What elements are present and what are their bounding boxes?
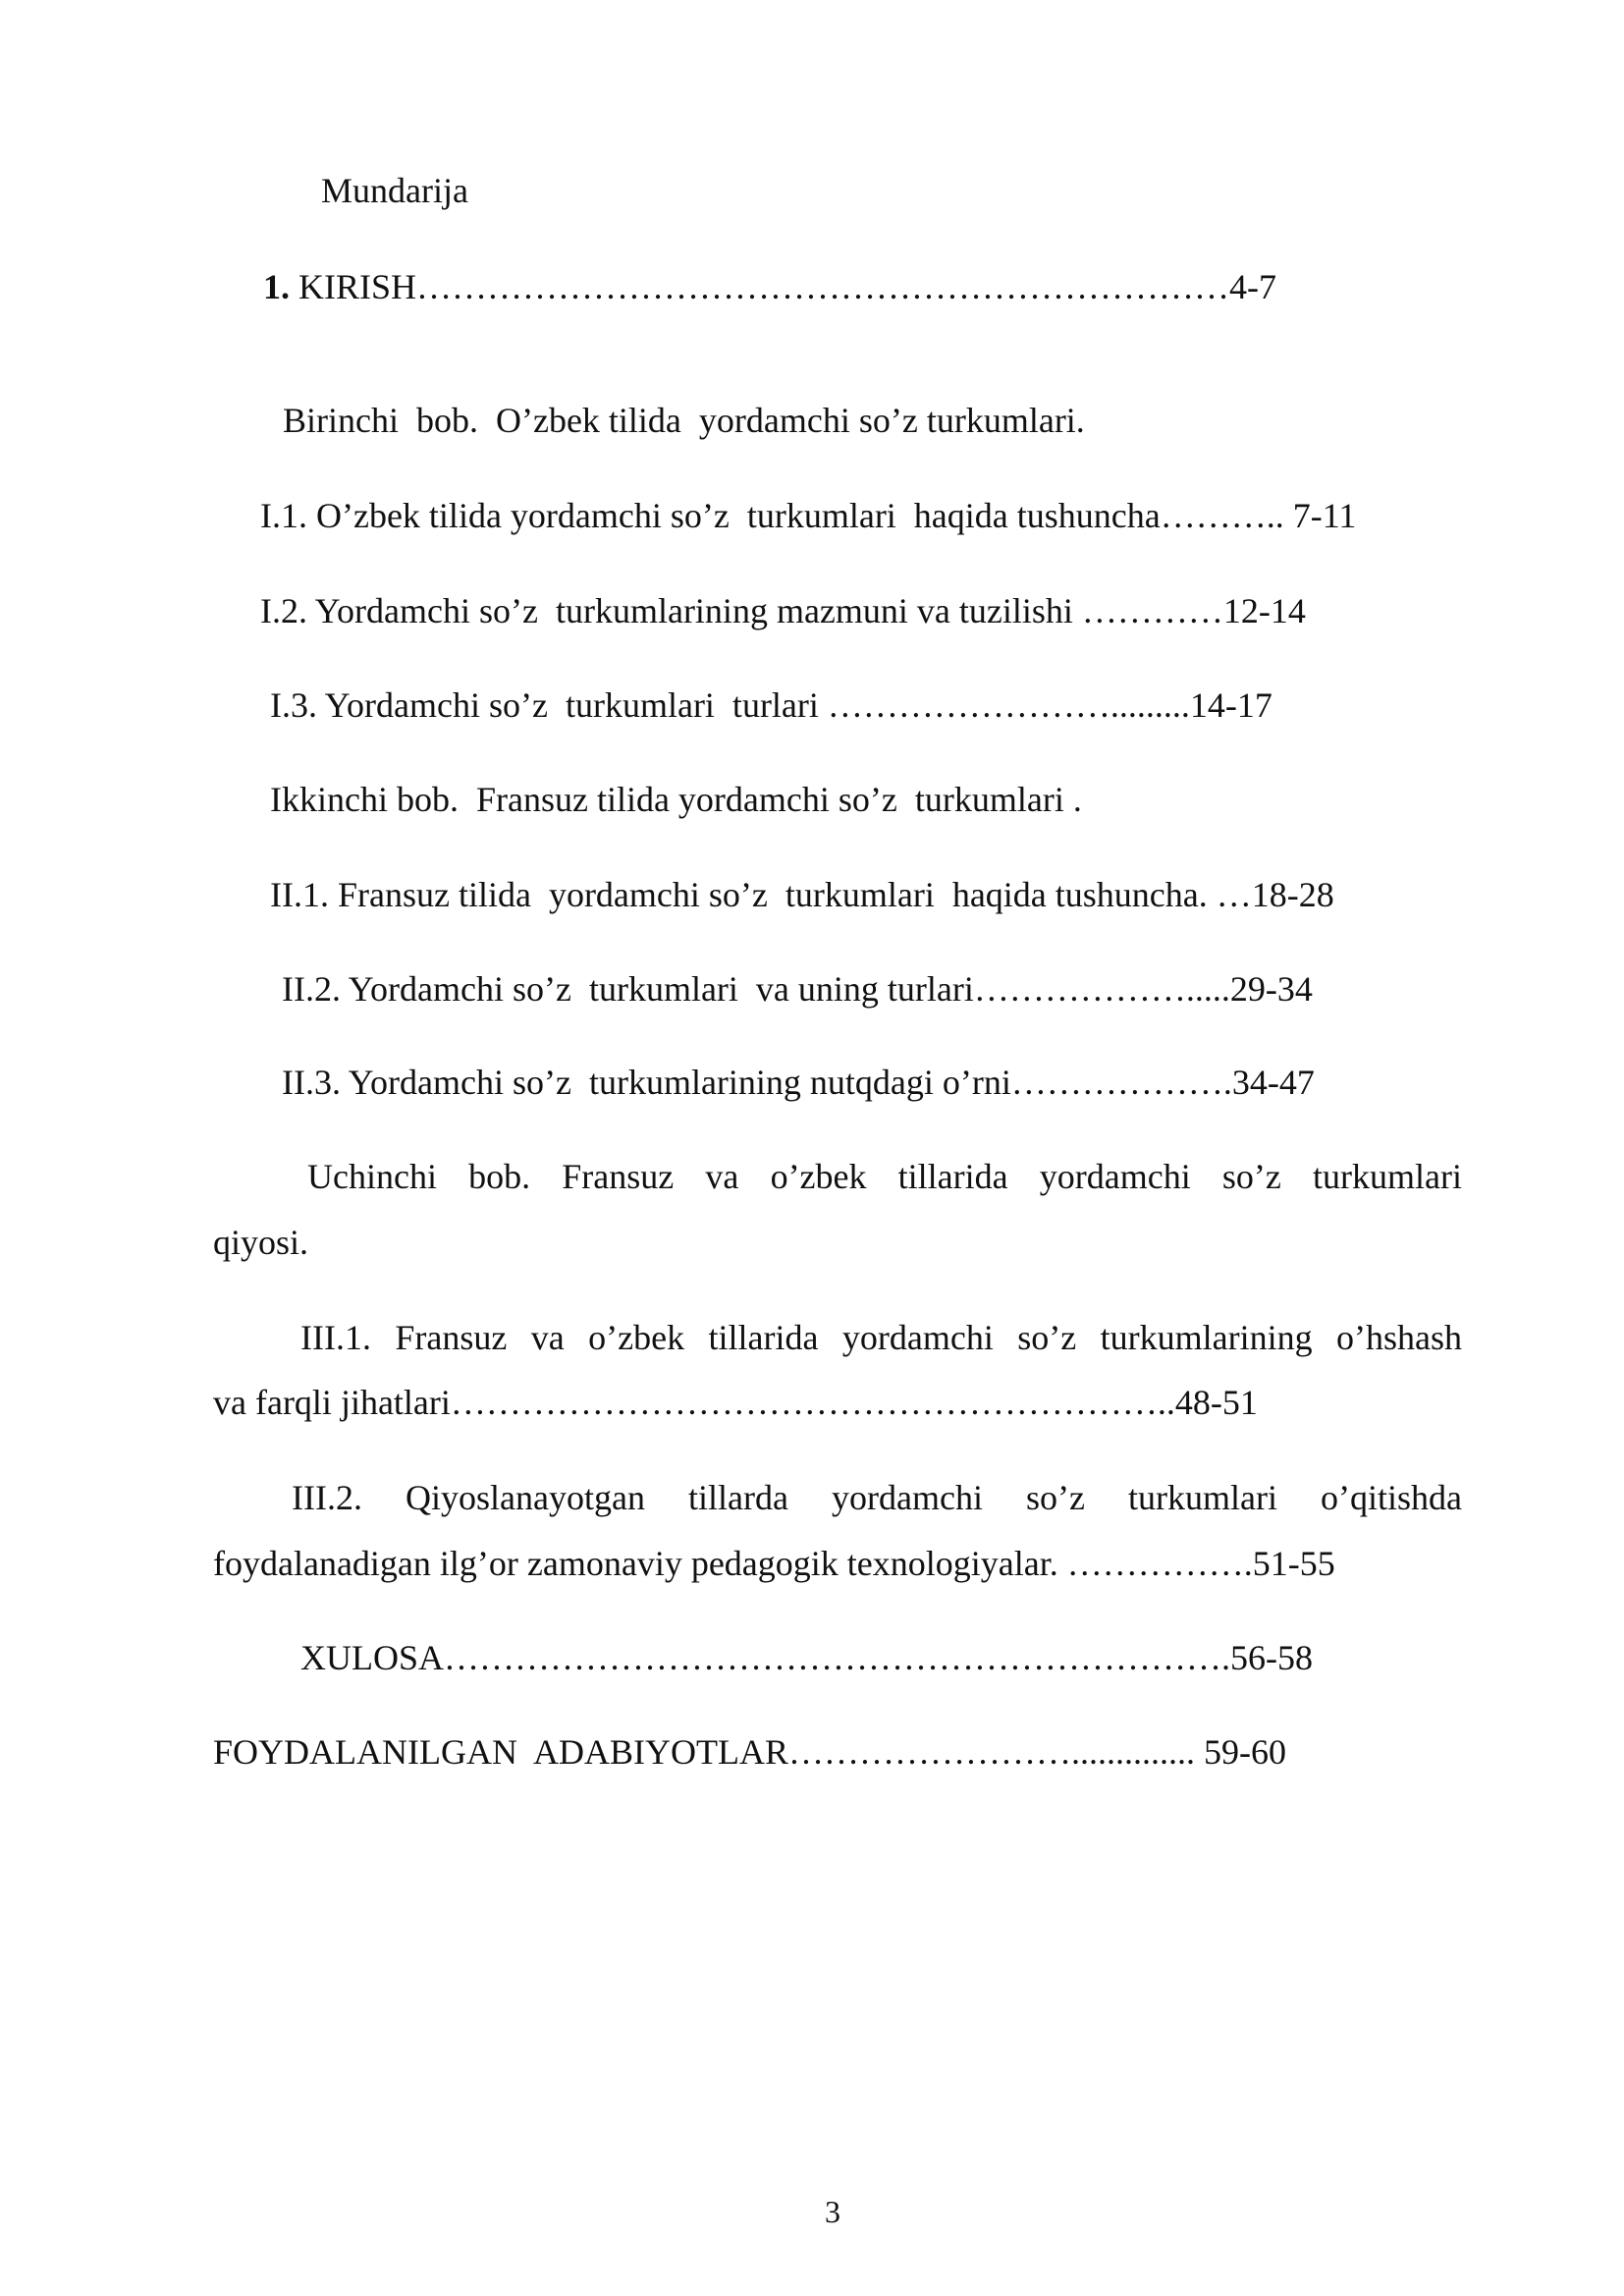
toc-entry-2-2[interactable]: II.2. Yordamchi so’z turkumlari va uning turlari……………….....29-34 <box>282 969 1313 1009</box>
chapter3-title-line1[interactable]: Uchinchi bob. Fransuz va o’zbek tillarida yordamchi so’z turkumlari <box>307 1157 1462 1196</box>
page-number: 3 <box>825 2194 840 2229</box>
toc-entry-1-2[interactable]: I.2. Yordamchi so’z turkumlarining mazmuni va tuzilishi …………12-14 <box>260 591 1306 630</box>
toc-entry-2-3[interactable]: II.3. Yordamchi so’z turkumlarining nutqdagi o’rni……………….34-47 <box>282 1063 1315 1102</box>
toc-entry-intro[interactable] <box>263 265 1276 308</box>
chapter3-title-line2[interactable]: qiyosi. <box>213 1223 309 1262</box>
toc-entry-3-2-line2[interactable]: foydalanadigan ilg’or zamonaviy pedagogik texnologiyalar. …………….51-55 <box>213 1544 1335 1583</box>
toc-entry-1-1[interactable]: I.1. O’zbek tilida yordamchi so’z turkumlari haqida tushuncha……….. 7-11 <box>260 496 1357 535</box>
toc-entry-2-1[interactable]: II.1. Fransuz tilida yordamchi so’z turkumlari haqida tushuncha. …18-28 <box>270 875 1334 914</box>
toc-entry-conclusion[interactable]: XULOSA………………………………………………………….56-58 <box>300 1638 1313 1677</box>
toc-entry-1-3[interactable]: I.3. Yordamchi so’z turkumlari turlari …………………….........14-17 <box>270 685 1272 725</box>
toc-entry-references[interactable]: FOYDALANILGAN ADABIYOTLAR…………………….............. 59-60 <box>213 1732 1286 1772</box>
toc-entry-3-1-line2[interactable]: va farqli jihatlari……………………………………………………..48-51 <box>213 1383 1258 1422</box>
intro-number: 1. <box>263 267 290 306</box>
toc-heading: Mundarija <box>321 171 468 210</box>
intro-text: KIRISH……………………………………………………………4-7 <box>290 267 1276 306</box>
toc-entry-3-1-line1[interactable]: III.1. Fransuz va o’zbek tillarida yordamchi so’z turkumlarining o’hshash <box>300 1318 1462 1357</box>
chapter2-title[interactable]: Ikkinchi bob. Fransuz tilida yordamchi so’z turkumlari . <box>270 780 1082 819</box>
toc-entry-3-2-line1[interactable]: III.2. Qiyoslanayotgan tillarda yordamchi so’z turkumlari o’qitishda <box>292 1478 1462 1517</box>
chapter1-title[interactable]: Birinchi bob. O’zbek tilida yordamchi so’z turkumlari. <box>283 401 1085 440</box>
